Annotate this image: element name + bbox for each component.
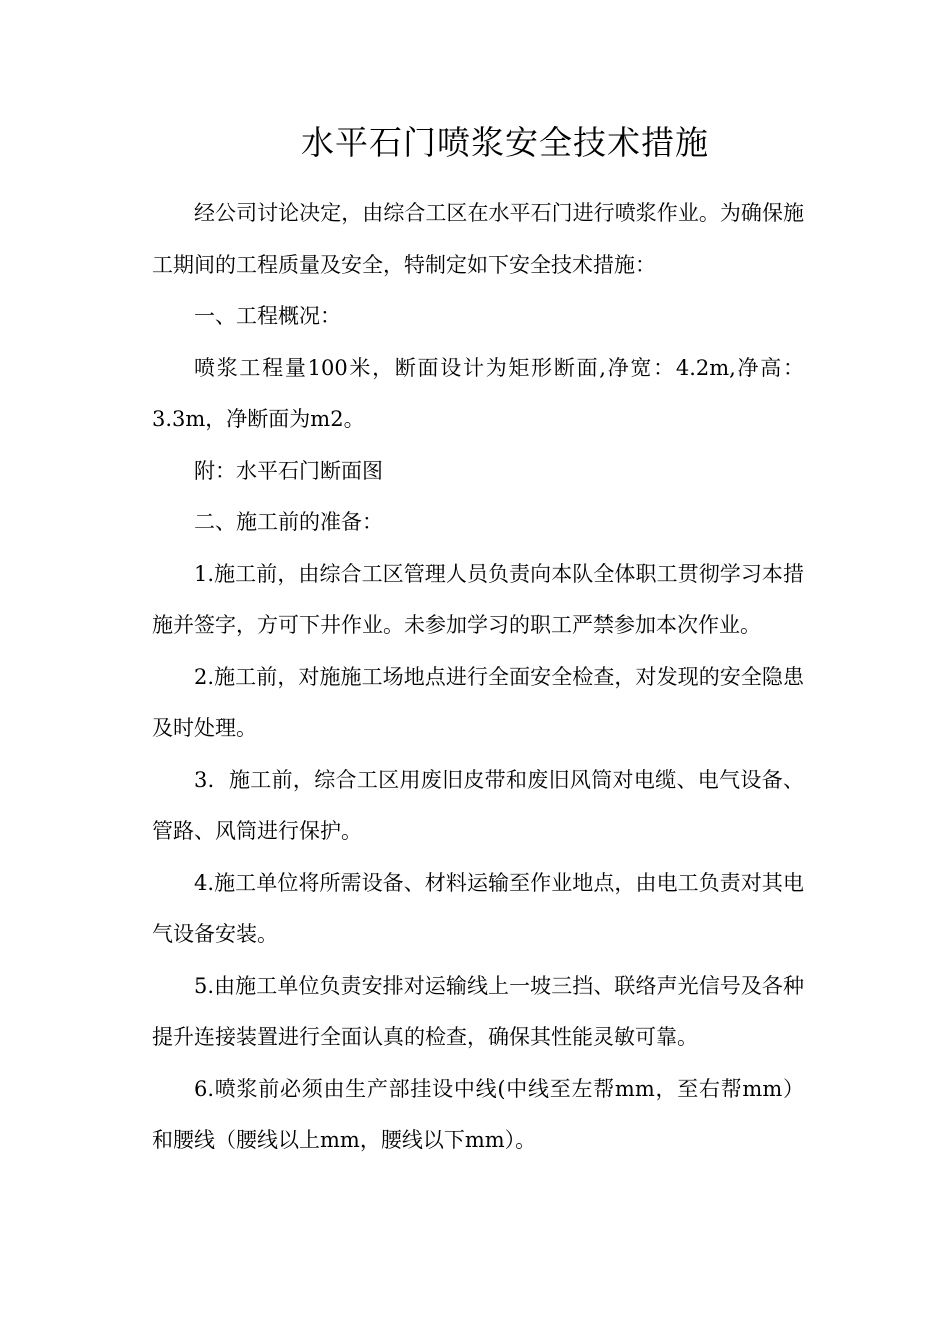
list-item: 4.施工单位将所需设备、材料运输至作业地点，由电工负责对其电气设备安装。 xyxy=(152,870,804,946)
list-item: 1.施工前，由综合工区管理人员负责向本队全体职工贯彻学习本措施并签字，方可下井作业。未参加学习的职工严禁参加本次作业。 xyxy=(152,561,804,637)
section-heading-preparation: 二、施工前的准备： xyxy=(194,510,383,534)
list-item: 3．施工前，综合工区用废旧皮带和废旧风筒对电缆、电气设备、管路、风筒进行保护。 xyxy=(152,767,804,843)
list-item: 5.由施工单位负责安排对运输线上一坡三挡、联络声光信号及各种提升连接装置进行全面认真的检查，确保其性能灵敏可靠。 xyxy=(152,973,804,1049)
section-heading-overview: 一、工程概况： xyxy=(194,304,341,328)
paragraph-overview: 喷浆工程量100米，断面设计为矩形断面,净宽：4.2m,净高：3.3m，净断面为m2。 xyxy=(152,355,804,431)
list-item: 6.喷浆前必须由生产部挂设中线(中线至左帮mm，至右帮mm）和腰线（腰线以上mm，腰线以下mm）。 xyxy=(152,1076,804,1152)
list-item: 2.施工前，对施施工场地点进行全面安全检查，对发现的安全隐患及时处理。 xyxy=(152,664,804,740)
attachment-note: 附：水平石门断面图 xyxy=(194,458,383,483)
document-body xyxy=(152,188,804,1167)
paragraph-intro: 经公司讨论决定，由综合工区在水平石门进行喷浆作业。为确保施工期间的工程质量及安全，特制定如下安全技术措施： xyxy=(152,201,804,277)
document-title: 水平石门喷浆安全技术措施 xyxy=(301,123,709,162)
